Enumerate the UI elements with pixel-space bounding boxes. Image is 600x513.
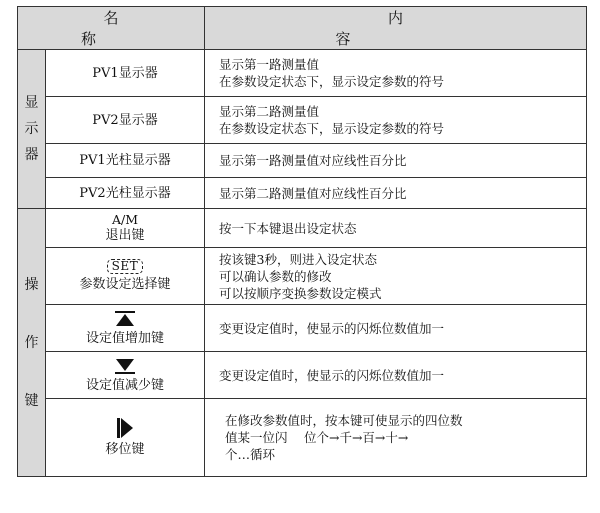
- desc-line: 显示第一路测量值: [219, 57, 320, 72]
- group-char: 器: [24, 147, 39, 163]
- header-name-label: 名 称: [80, 9, 164, 48]
- header-row: [18, 7, 587, 50]
- row-desc: [205, 352, 587, 399]
- down-key-cell: [46, 352, 205, 399]
- row-name: 参数设定选择键: [79, 277, 171, 292]
- set-key-cell: [46, 248, 205, 305]
- group-display: [18, 50, 46, 209]
- set-key-icon: SET: [107, 259, 144, 274]
- table-row: [18, 50, 587, 97]
- row-desc: [205, 305, 587, 352]
- desc-line: 显示第一路测量值对应线性百分比: [219, 153, 407, 168]
- row-name: PV1显示器: [46, 50, 205, 97]
- group-char: 键: [24, 392, 39, 409]
- shift-right-icon: [116, 417, 134, 439]
- am-key-label: A/M: [111, 212, 139, 227]
- desc-line: 在修改参数值时，按本键可使显示的四位数: [225, 413, 463, 428]
- table-row: [18, 248, 587, 305]
- table-row: [18, 97, 587, 144]
- desc-line: 可以按顺序变换参数设定模式: [219, 285, 382, 301]
- group-char: 示: [24, 121, 39, 137]
- spec-table-wrapper: [17, 6, 587, 506]
- desc-line: 按该键3秒，则进入设定状态: [219, 251, 377, 267]
- header-content-label: 内 容: [335, 9, 508, 48]
- table-row: [18, 399, 587, 477]
- row-desc: [205, 50, 587, 97]
- table-row: [18, 209, 587, 248]
- row-name: 设定值减少键: [85, 377, 164, 393]
- row-name: 设定值增加键: [85, 330, 164, 346]
- group-operation: [18, 209, 46, 477]
- row-desc: [205, 248, 587, 305]
- table-row: [18, 305, 587, 352]
- desc-line: 个…循环: [225, 447, 276, 462]
- shift-key-cell: [46, 399, 205, 477]
- row-desc: [205, 399, 587, 477]
- row-name: PV2光柱显示器: [46, 178, 205, 209]
- row-desc: [205, 209, 587, 248]
- row-name: 移位键: [105, 442, 145, 457]
- down-triangle-icon: [114, 357, 136, 375]
- desc-line: 在参数设定状态下，显示设定参数的符号: [219, 121, 445, 136]
- row-desc: [205, 97, 587, 144]
- group-char: 显: [24, 95, 39, 111]
- spec-table: [17, 6, 587, 477]
- am-key-cell: [46, 209, 205, 248]
- table-row: [18, 144, 587, 178]
- desc-line: 显示第二路测量值: [219, 104, 320, 119]
- desc-line: 值某一位闪 位个→千→百→十→: [225, 430, 409, 445]
- row-name: PV2显示器: [46, 97, 205, 144]
- desc-line: 显示第二路测量值对应线性百分比: [219, 185, 407, 201]
- header-name: [18, 7, 205, 50]
- row-desc: [205, 144, 587, 178]
- row-name: PV1光柱显示器: [46, 144, 205, 178]
- desc-line: 变更设定值时，使显示的闪烁位数值加一: [219, 367, 445, 383]
- group-char: 操: [24, 276, 39, 293]
- desc-line: 按一下本键退出设定状态: [219, 220, 357, 236]
- table-row: [18, 178, 587, 209]
- row-name: 退出键: [105, 228, 145, 243]
- group-char: 作: [24, 334, 39, 351]
- up-triangle-icon: [114, 310, 136, 328]
- desc-line: 可以确认参数的修改: [219, 268, 332, 284]
- desc-line: 变更设定值时，使显示的闪烁位数值加一: [219, 320, 445, 336]
- header-content: [205, 7, 587, 50]
- table-row: [18, 352, 587, 399]
- up-key-cell: [46, 305, 205, 352]
- desc-line: 在参数设定状态下，显示设定参数的符号: [219, 74, 445, 89]
- row-desc: [205, 178, 587, 209]
